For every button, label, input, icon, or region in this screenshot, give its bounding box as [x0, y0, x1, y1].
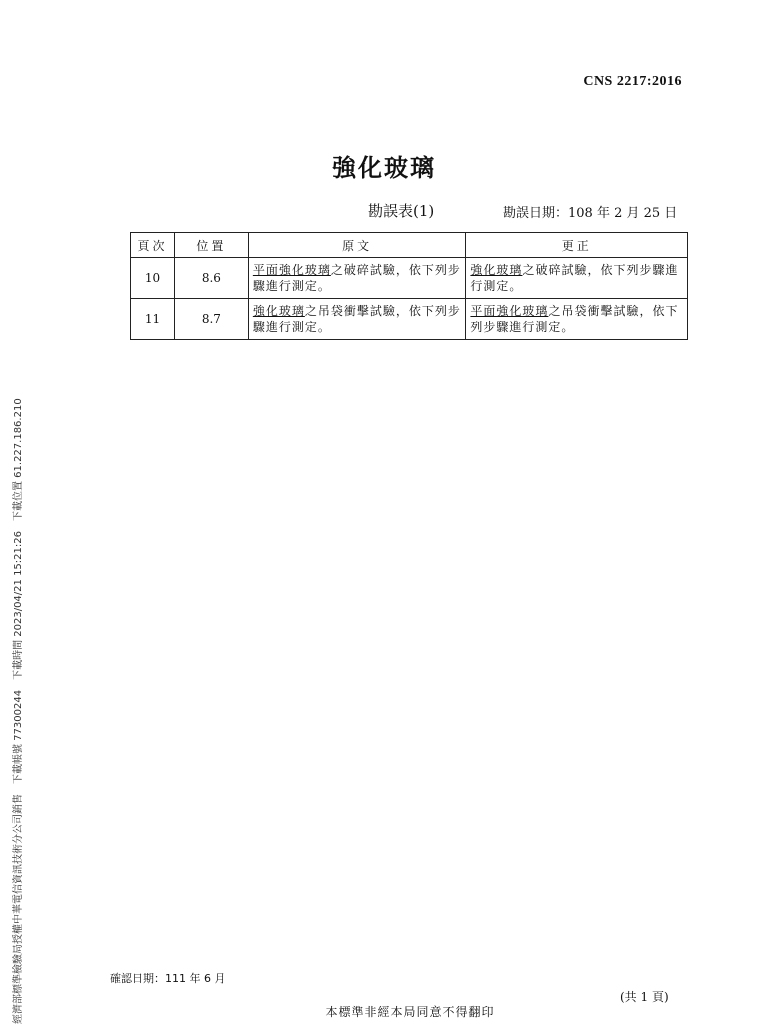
download-watermark: 經濟部標準檢驗局授權中華電信資訊技術分公司銷售 下載帳號 77300244 下載時間 2023/04/21 15:21:26 下載位置 61.227.186.210 [13, 398, 24, 1024]
row-position: 8.6 [174, 258, 248, 299]
original-underlined: 強化玻璃 [252, 304, 305, 318]
row-original [248, 299, 466, 340]
correction-rest: 之破碎試驗，依下列步驟進行測定。 [470, 263, 679, 293]
document-title: 強化玻璃 [332, 153, 436, 182]
header-original: 原文 [248, 233, 466, 258]
table-row [131, 299, 688, 340]
row-correction [466, 299, 688, 340]
original-rest: 之吊袋衝擊試驗，依下列步驟進行測定。 [252, 304, 461, 334]
header-correction: 更正 [466, 233, 688, 258]
errata-date: 勘誤日期：108 年 2 月 25 日 [503, 206, 678, 221]
page-total: (共 1 頁) [620, 990, 669, 1004]
copyright-notice: 本標準非經本局同意不得翻印 [325, 1005, 495, 1019]
correction-underlined: 平面強化玻璃 [470, 304, 549, 318]
row-page: 11 [131, 299, 175, 340]
original-rest: 之破碎試驗，依下列步驟進行測定。 [252, 263, 461, 293]
header-page: 頁次 [131, 233, 175, 258]
table-row [131, 258, 688, 299]
row-position: 8.7 [174, 299, 248, 340]
correction-underlined: 強化玻璃 [470, 263, 523, 277]
confirm-date: 確認日期：111 年 6 月 [110, 972, 226, 985]
errata-table [130, 232, 688, 340]
row-correction [466, 258, 688, 299]
row-original [248, 258, 466, 299]
row-page: 10 [131, 258, 175, 299]
header-position: 位置 [174, 233, 248, 258]
correction-rest: 之吊袋衝擊試驗，依下列步驟進行測定。 [470, 304, 679, 334]
standard-number: CNS 2217:2016 [583, 74, 682, 89]
original-underlined: 平面強化玻璃 [252, 263, 331, 277]
table-header-row [131, 233, 688, 258]
errata-subtitle: 勘誤表(1) [368, 202, 435, 220]
